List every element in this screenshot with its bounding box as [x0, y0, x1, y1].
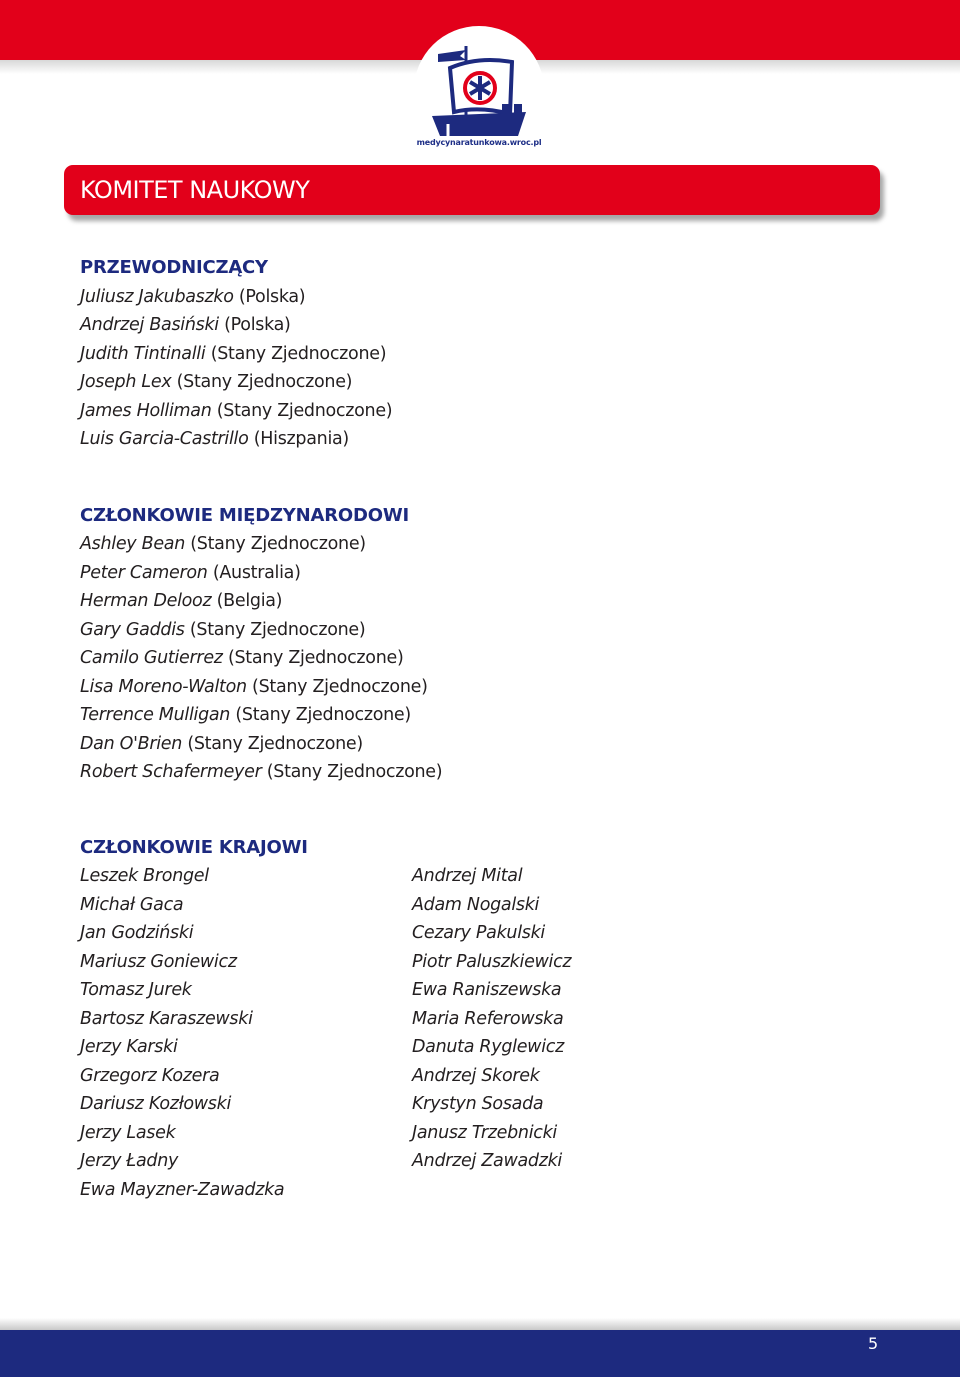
page-title: KOMITET NAUKOWY: [80, 176, 310, 204]
national-member: Ewa Raniszewska: [412, 980, 562, 1000]
international-entry: Camilo Gutierrez (Stany Zjednoczone): [80, 648, 404, 668]
national-member: Bartosz Karaszewski: [80, 1009, 253, 1029]
national-member: Krystyn Sosada: [412, 1094, 544, 1114]
national-member: Grzegorz Kozera: [80, 1066, 220, 1086]
chair-entry: Juliusz Jakubaszko (Polska): [80, 287, 306, 307]
logo-url-text: medycynaratunkowa.wroc.pl: [416, 138, 542, 147]
national-member: Adam Nogalski: [412, 895, 540, 915]
international-entry: Terrence Mulligan (Stany Zjednoczone): [80, 705, 411, 725]
national-member: Andrzej Zawadzki: [412, 1151, 562, 1171]
chair-entry: Joseph Lex (Stany Zjednoczone): [80, 372, 353, 392]
national-member: Tomasz Jurek: [80, 980, 192, 1000]
page-number: 5: [868, 1334, 879, 1353]
chair-entry: Andrzej Basiński (Polska): [80, 315, 291, 335]
national-member: Janusz Trzebnicki: [412, 1123, 557, 1143]
national-member: Mariusz Goniewicz: [80, 952, 237, 972]
national-member: Cezary Pakulski: [412, 923, 545, 943]
international-entry: Peter Cameron (Australia): [80, 563, 301, 583]
national-member: Ewa Mayzner-Zawadzka: [80, 1180, 285, 1200]
international-entry: Robert Schafermeyer (Stany Zjednoczone): [80, 762, 443, 782]
bottom-gray-strip: [0, 1318, 960, 1330]
chair-entry: Luis Garcia-Castrillo (Hiszpania): [80, 429, 349, 449]
international-entry: Lisa Moreno-Walton (Stany Zjednoczone): [80, 677, 428, 697]
national-member: Maria Referowska: [412, 1009, 564, 1029]
national-member: Andrzej Mital: [412, 866, 523, 886]
national-member: Jan Godziński: [80, 923, 194, 943]
conference-logo: [414, 26, 544, 154]
chair-entry: James Holliman (Stany Zjednoczone): [80, 401, 393, 421]
national-heading: CZŁONKOWIE KRAJOWI: [80, 837, 308, 858]
international-entry: Dan O'Brien (Stany Zjednoczone): [80, 734, 363, 754]
national-member: Danuta Ryglewicz: [412, 1037, 564, 1057]
ship-logo-icon: [414, 26, 544, 141]
national-member: Dariusz Kozłowski: [80, 1094, 232, 1114]
national-member: Jerzy Ładny: [80, 1151, 179, 1171]
title-banner: [64, 165, 880, 215]
national-member: Leszek Brongel: [80, 866, 209, 886]
chair-entry: Judith Tintinalli (Stany Zjednoczone): [80, 344, 387, 364]
international-heading: CZŁONKOWIE MIĘDZYNARODOWI: [80, 505, 409, 526]
chairs-heading: PRZEWODNICZĄCY: [80, 257, 268, 278]
national-member: Andrzej Skorek: [412, 1066, 540, 1086]
national-member: Piotr Paluszkiewicz: [412, 952, 572, 972]
national-member: Michał Gaca: [80, 895, 184, 915]
bottom-navy-band: [0, 1330, 960, 1377]
international-entry: Ashley Bean (Stany Zjednoczone): [80, 534, 366, 554]
international-entry: Herman Delooz (Belgia): [80, 591, 283, 611]
national-member: Jerzy Lasek: [80, 1123, 176, 1143]
national-member: Jerzy Karski: [80, 1037, 178, 1057]
international-entry: Gary Gaddis (Stany Zjednoczone): [80, 620, 366, 640]
